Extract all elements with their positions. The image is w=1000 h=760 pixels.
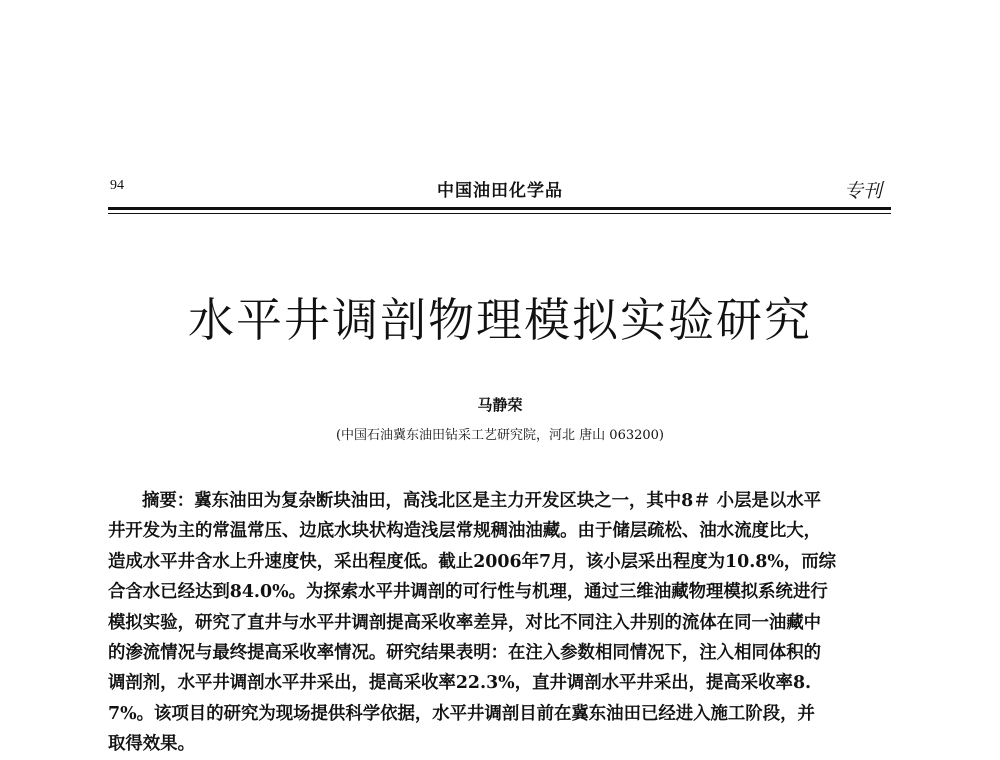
journal-name: 中国油田化学品 bbox=[437, 181, 563, 201]
running-header bbox=[110, 176, 890, 202]
abstract-line: 合含水已经达到84.0%。为探索水平井调剖的可行性与机理，通过三维油藏物理模拟系统进行 bbox=[108, 582, 828, 603]
abstract-line: 模拟实验，研究了直井与水平井调剖提高采收率差异，对比不同注入井别的流体在同一油藏中 bbox=[108, 612, 822, 633]
page-number: 94 bbox=[110, 178, 124, 193]
author-affiliation: (中国石油冀东油田钻采工艺研究院，河北 唐山 063200) bbox=[335, 428, 665, 443]
abstract-label: 摘要： bbox=[142, 491, 195, 511]
abstract-line: 的渗流情况与最终提高采收率情况。研究结果表明：在注入参数相同情况下，注入相同体积的 bbox=[108, 643, 822, 664]
abstract-line bbox=[108, 486, 891, 516]
header-rule-thin bbox=[108, 213, 891, 214]
author-name: 马静荣 bbox=[477, 396, 523, 414]
paper-title: 水平井调剖物理模拟实验研究 bbox=[188, 293, 812, 347]
header-rule-thick bbox=[108, 207, 891, 210]
abstract-line: 取得效果。 bbox=[108, 734, 195, 755]
abstract-text: 冀东油田为复杂断块油田，高浅北区是主力开发区块之一，其中8＃ 小层是以水平 bbox=[194, 491, 822, 511]
abstract bbox=[108, 486, 891, 760]
issue-label: 专刊 bbox=[843, 180, 882, 202]
abstract-line: 井开发为主的常温常压、边底水块状构造浅层常规稠油油藏。由于储层疏松、油水流度比大， bbox=[108, 521, 822, 542]
abstract-line: 调剖剂，水平井调剖水平井采出，提高采收率22.3%，直井调剖水平井采出，提高采收率8. bbox=[108, 673, 812, 694]
abstract-line: 造成水平井含水上升速度快，采出程度低。截止2006年7月，该小层采出程度为10.8%，而综 bbox=[108, 551, 837, 572]
abstract-line: 7%。该项目的研究为现场提供科学依据，水平井调剖目前在冀东油田已经进入施工阶段，并 bbox=[108, 703, 815, 724]
